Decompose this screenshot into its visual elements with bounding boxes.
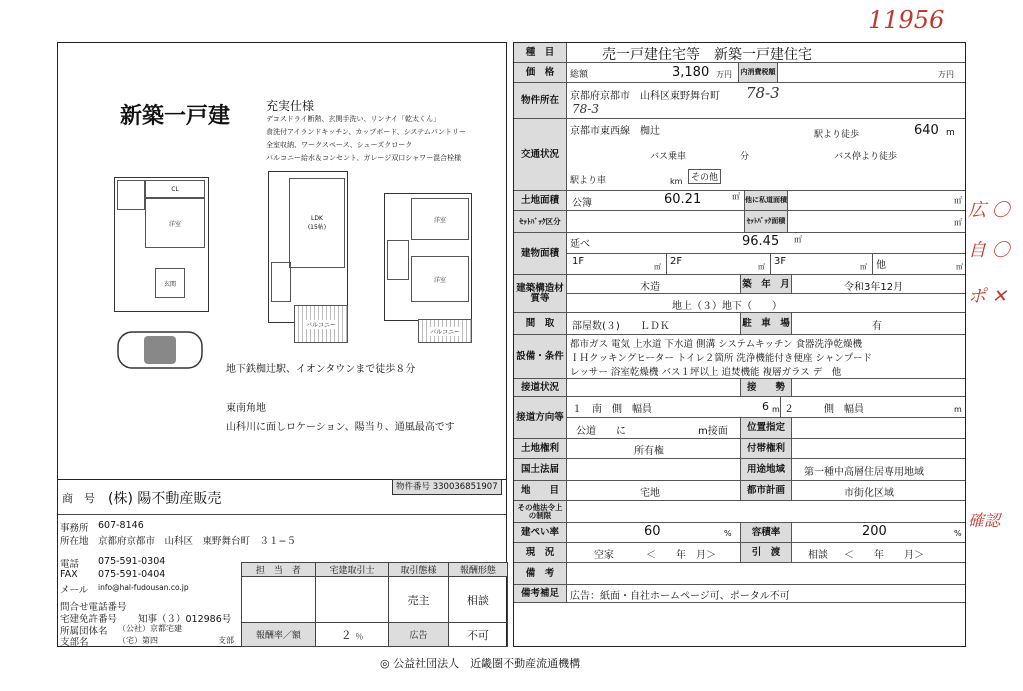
direction-2: ２ 側 幅員 bbox=[784, 404, 864, 415]
mail-label: メール bbox=[60, 585, 89, 596]
agent-value bbox=[242, 577, 316, 623]
location-value: 京都府京都市 山科区東野舞台町 bbox=[570, 91, 720, 102]
floor-plan-3f bbox=[384, 193, 472, 321]
row-status bbox=[514, 543, 965, 563]
transaction-value: 売主 bbox=[389, 577, 448, 623]
ad-label: 広告 bbox=[389, 623, 448, 647]
address-label: 所在地 bbox=[60, 536, 89, 547]
fax-label: FAX bbox=[60, 569, 78, 580]
handwritten-number: 11956 bbox=[868, 6, 945, 34]
row-equipment bbox=[514, 335, 965, 379]
building-label: 建物面積 bbox=[514, 233, 567, 274]
land-unit: ㎡ bbox=[732, 192, 740, 201]
restrictions-label: その他法令上の制限 bbox=[514, 501, 567, 522]
direction-1-unit: m bbox=[772, 405, 780, 414]
tel-label: 電話 bbox=[60, 559, 80, 570]
tax-unit: 万円 bbox=[938, 70, 954, 79]
note-location: 山科川に面しロケーション、陽当り、通風最高です bbox=[226, 422, 455, 433]
chimoku-label: 地 目 bbox=[514, 481, 567, 500]
location-handwritten: 78-3 bbox=[746, 84, 780, 102]
setback-unit: ㎡ bbox=[954, 218, 962, 227]
walk-meters: 640 bbox=[914, 123, 939, 138]
city-plan-label: 都市計画 bbox=[740, 481, 792, 500]
office-label: 事務所 bbox=[60, 523, 89, 534]
type-label: 種 目 bbox=[514, 43, 567, 62]
direction-label: 接道方向等 bbox=[514, 397, 567, 438]
location-handwritten-2: 78-3 bbox=[572, 102, 599, 116]
access-label: 接道状況 bbox=[514, 379, 567, 396]
row-building bbox=[514, 233, 965, 275]
row-access bbox=[514, 379, 965, 397]
handwritten-confirm: 確認 bbox=[968, 511, 1001, 530]
location-label: 物件所在 bbox=[514, 83, 567, 118]
row-land bbox=[514, 191, 965, 211]
private-road-unit: ㎡ bbox=[954, 196, 962, 205]
floor-plan-1f bbox=[114, 177, 209, 312]
supplement: 広告：紙面・自社ホームページ可、ポータル不可 bbox=[570, 591, 790, 602]
car-unit: km bbox=[670, 177, 683, 186]
flyer-panel bbox=[57, 42, 507, 492]
divider bbox=[58, 514, 506, 515]
bcr-unit: % bbox=[724, 529, 732, 538]
position-label: 位置指定 bbox=[740, 418, 792, 438]
car-illustration bbox=[116, 326, 206, 374]
trade-name-label: 商 号 bbox=[62, 492, 95, 505]
direction-1-width: 6 bbox=[762, 400, 769, 413]
branch-label: 支部名 bbox=[60, 637, 89, 648]
floor-1f-unit: ㎡ bbox=[654, 263, 661, 271]
zone: 第一種中高層住居専用地域 bbox=[804, 467, 924, 478]
header-transaction: 取引態様 bbox=[389, 563, 448, 577]
row-chimoku bbox=[514, 481, 965, 501]
bcr: 60 bbox=[644, 524, 661, 539]
branch: （宅）第四 bbox=[118, 636, 158, 645]
spec-line: 全室収納、ワークスペース、シューズクローク bbox=[266, 141, 413, 149]
spec-title: 充実仕様 bbox=[266, 99, 315, 113]
room-yoshitsu-3f-b: 洋室 bbox=[411, 256, 469, 302]
station-walk-label: 駅より徒歩 bbox=[814, 130, 860, 140]
fax: 075-591-0404 bbox=[98, 569, 166, 580]
aspect-label: 接 勢 bbox=[740, 379, 792, 396]
far-label: 容積率 bbox=[740, 523, 792, 542]
building-total-label: 延べ bbox=[570, 239, 590, 250]
broker-value bbox=[315, 577, 389, 623]
setback-area-label: ｾｯﾄﾊﾞｯｸ面積 bbox=[744, 211, 788, 232]
room-genkan: 玄関 bbox=[155, 268, 185, 298]
floors: 地上（３）地下（ ） bbox=[672, 301, 782, 312]
layout-label: 間 取 bbox=[514, 313, 567, 334]
road-type: 公道 に bbox=[576, 426, 626, 437]
assoc: （公社）京都宅建 bbox=[118, 624, 182, 633]
footer-org: ◎ 公益社団法人 近畿圏不動産流通機構 bbox=[380, 657, 581, 670]
handwritten-note-portal: ポ ✕ bbox=[968, 286, 1007, 307]
fee-type-value: 相談 bbox=[448, 577, 507, 623]
tax-label: 内消費税額 bbox=[738, 63, 778, 82]
bcr-label: 建ぺい率 bbox=[514, 523, 567, 542]
spec-line: デコスドライ断熱、玄関手洗い、リンナイ「乾太くん」 bbox=[266, 115, 441, 123]
address: 京都府京都市 山科区 東野舞台町 ３１−５ bbox=[98, 536, 296, 547]
room-cl: CL bbox=[145, 180, 205, 198]
row-zone bbox=[514, 459, 965, 481]
org-logo-icon: ◎ bbox=[380, 657, 390, 670]
price-unit: 万円 bbox=[716, 70, 732, 79]
building-total: 96.45 bbox=[742, 234, 780, 249]
type-value: 売一戸建住宅等 新築一戸建住宅 bbox=[602, 47, 812, 63]
row-restrictions bbox=[514, 501, 965, 523]
other-label: その他 bbox=[688, 169, 721, 184]
land-label: 土地面積 bbox=[514, 191, 567, 210]
branch-suffix: 支部 bbox=[218, 636, 234, 645]
built: 令和3年12月 bbox=[844, 282, 904, 293]
room-yoshitsu: 洋室 bbox=[145, 198, 205, 248]
equipment-line: ＩＨクッキングヒーター トイレ２箇所 洗浄機能付き便座 シャンプード bbox=[570, 353, 872, 364]
property-detail-table bbox=[513, 42, 966, 647]
built-label: 築 年 月 bbox=[740, 275, 792, 294]
row-land-right bbox=[514, 439, 965, 459]
handover: 相談 bbox=[808, 550, 828, 561]
room-ldk: LDK (15帖) bbox=[289, 178, 345, 268]
remarks-label: 備 考 bbox=[514, 563, 567, 584]
header-fee-type: 報酬形態 bbox=[448, 563, 507, 577]
floor-1f: 1F bbox=[572, 256, 585, 267]
far-unit: % bbox=[954, 529, 962, 538]
price-value: 3,180 bbox=[672, 65, 710, 80]
agent-table bbox=[241, 562, 508, 647]
equipment-line: レッサー 浴室乾燥機 バス１坪以上 追焚機能 複層ガラス デ 他 bbox=[570, 367, 842, 378]
floor-plan-2f bbox=[268, 171, 348, 323]
row-remarks bbox=[514, 563, 965, 585]
headline: 新築一戸建 bbox=[120, 104, 231, 129]
fee-rate-label: 報酬率／額 bbox=[242, 623, 316, 647]
room-stair-3f bbox=[387, 240, 409, 280]
zone-label: 用途地域 bbox=[740, 459, 792, 480]
land-right: 所有権 bbox=[634, 446, 664, 457]
line: 京都市東西線 椥辻 bbox=[570, 126, 660, 137]
row-structure bbox=[514, 275, 965, 313]
handover-ym: ＜ 年 月＞ bbox=[844, 550, 924, 561]
floor-3f-unit: ㎡ bbox=[860, 263, 867, 271]
parking-label: 駐 車 場 bbox=[740, 313, 792, 334]
spec-line: 食洗付アイランドキッチン、カップボード、システムパントリー bbox=[266, 128, 466, 136]
floor-2f: 2F bbox=[670, 256, 683, 267]
status-label: 現 況 bbox=[514, 543, 567, 562]
header-broker: 宅建取引士 bbox=[315, 563, 389, 577]
far: 200 bbox=[862, 524, 887, 539]
private-road-label: 他に私道面積 bbox=[744, 191, 788, 210]
status-ym: ＜ 年 月＞ bbox=[646, 550, 716, 561]
supplement-label: 備考補足 bbox=[514, 585, 567, 602]
row-price bbox=[514, 63, 965, 83]
company-panel bbox=[57, 480, 507, 647]
tel: 075-591-0304 bbox=[98, 556, 166, 567]
rooms: 部屋数(３) ＬＤＫ bbox=[572, 321, 670, 332]
note-corner: 東南角地 bbox=[226, 403, 266, 414]
frontage: m接面 bbox=[698, 426, 728, 437]
handwritten-note-ad: 広 〇 bbox=[968, 200, 1010, 221]
mail: info@hal-fudousan.co.jp bbox=[98, 583, 189, 592]
spec-line: バルコニー給水＆コンセント、ガレージ双口シャワー混合栓様 bbox=[266, 154, 462, 162]
row-layout bbox=[514, 313, 965, 335]
postal-code: 607-8146 bbox=[98, 520, 144, 531]
bus-walk-label: バス停より徒歩 bbox=[834, 152, 898, 162]
balcony-3f: バルコニー bbox=[418, 319, 472, 343]
structure-label: 建築構造材質等 bbox=[514, 275, 567, 312]
property-number: 物件番号 330036851907 bbox=[392, 479, 502, 495]
dependent-right-label: 付帯権利 bbox=[740, 439, 792, 458]
room-bath bbox=[117, 180, 145, 210]
direction-2-unit: m bbox=[954, 405, 962, 414]
balcony-2f: バルコニー bbox=[294, 305, 348, 343]
room-stair bbox=[271, 262, 291, 302]
land-type: 公簿 bbox=[572, 198, 592, 209]
city-plan: 市街化区域 bbox=[844, 488, 894, 499]
land-right-label: 土地権利 bbox=[514, 439, 567, 458]
contact-label: 問合せ電話番号 bbox=[60, 602, 127, 613]
row-direction bbox=[514, 397, 965, 439]
floor-other: 他 bbox=[876, 260, 886, 271]
handover-label: 引 渡 bbox=[740, 543, 792, 562]
law-label: 国土法届 bbox=[514, 459, 567, 480]
row-setback bbox=[514, 211, 965, 233]
bus-ride-label: バス乗車 bbox=[650, 152, 687, 162]
price-total-label: 総額 bbox=[570, 70, 589, 80]
car-label: 駅より車 bbox=[570, 176, 607, 186]
floor-other-unit: ㎡ bbox=[956, 263, 963, 271]
fee-rate: ２ ％ bbox=[315, 623, 389, 647]
structure: 木造 bbox=[640, 282, 660, 293]
room-yoshitsu-3f-a: 洋室 bbox=[411, 198, 469, 240]
price-label: 価 格 bbox=[514, 63, 567, 82]
row-blank bbox=[514, 603, 965, 645]
land-area: 60.21 bbox=[664, 192, 702, 207]
traffic-label: 交通状況 bbox=[514, 119, 567, 190]
note-station: 地下鉄椥辻駅、イオンタウンまで徒歩８分 bbox=[226, 364, 416, 375]
walk-unit: m bbox=[946, 128, 955, 138]
building-total-unit: ㎡ bbox=[794, 235, 802, 244]
status: 空家 bbox=[594, 550, 614, 561]
row-traffic bbox=[514, 119, 965, 191]
direction-1: １ 南 側 幅員 bbox=[572, 404, 652, 415]
setback-label: ｾｯﾄﾊﾞｯｸ区分 bbox=[514, 211, 567, 232]
floor-2f-unit: ㎡ bbox=[758, 263, 765, 271]
header-agent: 担 当 者 bbox=[242, 563, 316, 577]
bus-ride-unit: 分 bbox=[740, 152, 750, 162]
floor-3f: 3F bbox=[774, 256, 787, 267]
row-type bbox=[514, 43, 965, 63]
assoc-label: 所属団体名 bbox=[60, 626, 108, 637]
license: 知事（３）012986号 bbox=[138, 614, 232, 625]
ad-value: 不可 bbox=[448, 623, 507, 647]
trade-name: (株) 陽不動産販売 bbox=[108, 491, 222, 507]
row-supplement bbox=[514, 585, 965, 603]
equipment-line: 都市ガス 電気 上水道 下水道 側溝 システムキッチン 食器洗浄乾燥機 bbox=[570, 339, 863, 350]
floor-areas bbox=[566, 253, 965, 274]
parking: 有 bbox=[872, 321, 882, 332]
handwritten-note-self: 自 〇 bbox=[968, 240, 1010, 261]
row-ratio bbox=[514, 523, 965, 543]
license-label: 宅建免許番号 bbox=[60, 614, 118, 625]
row-location bbox=[514, 83, 965, 119]
equipment-label: 設備・条件 bbox=[514, 335, 567, 378]
chimoku: 宅地 bbox=[640, 488, 660, 499]
